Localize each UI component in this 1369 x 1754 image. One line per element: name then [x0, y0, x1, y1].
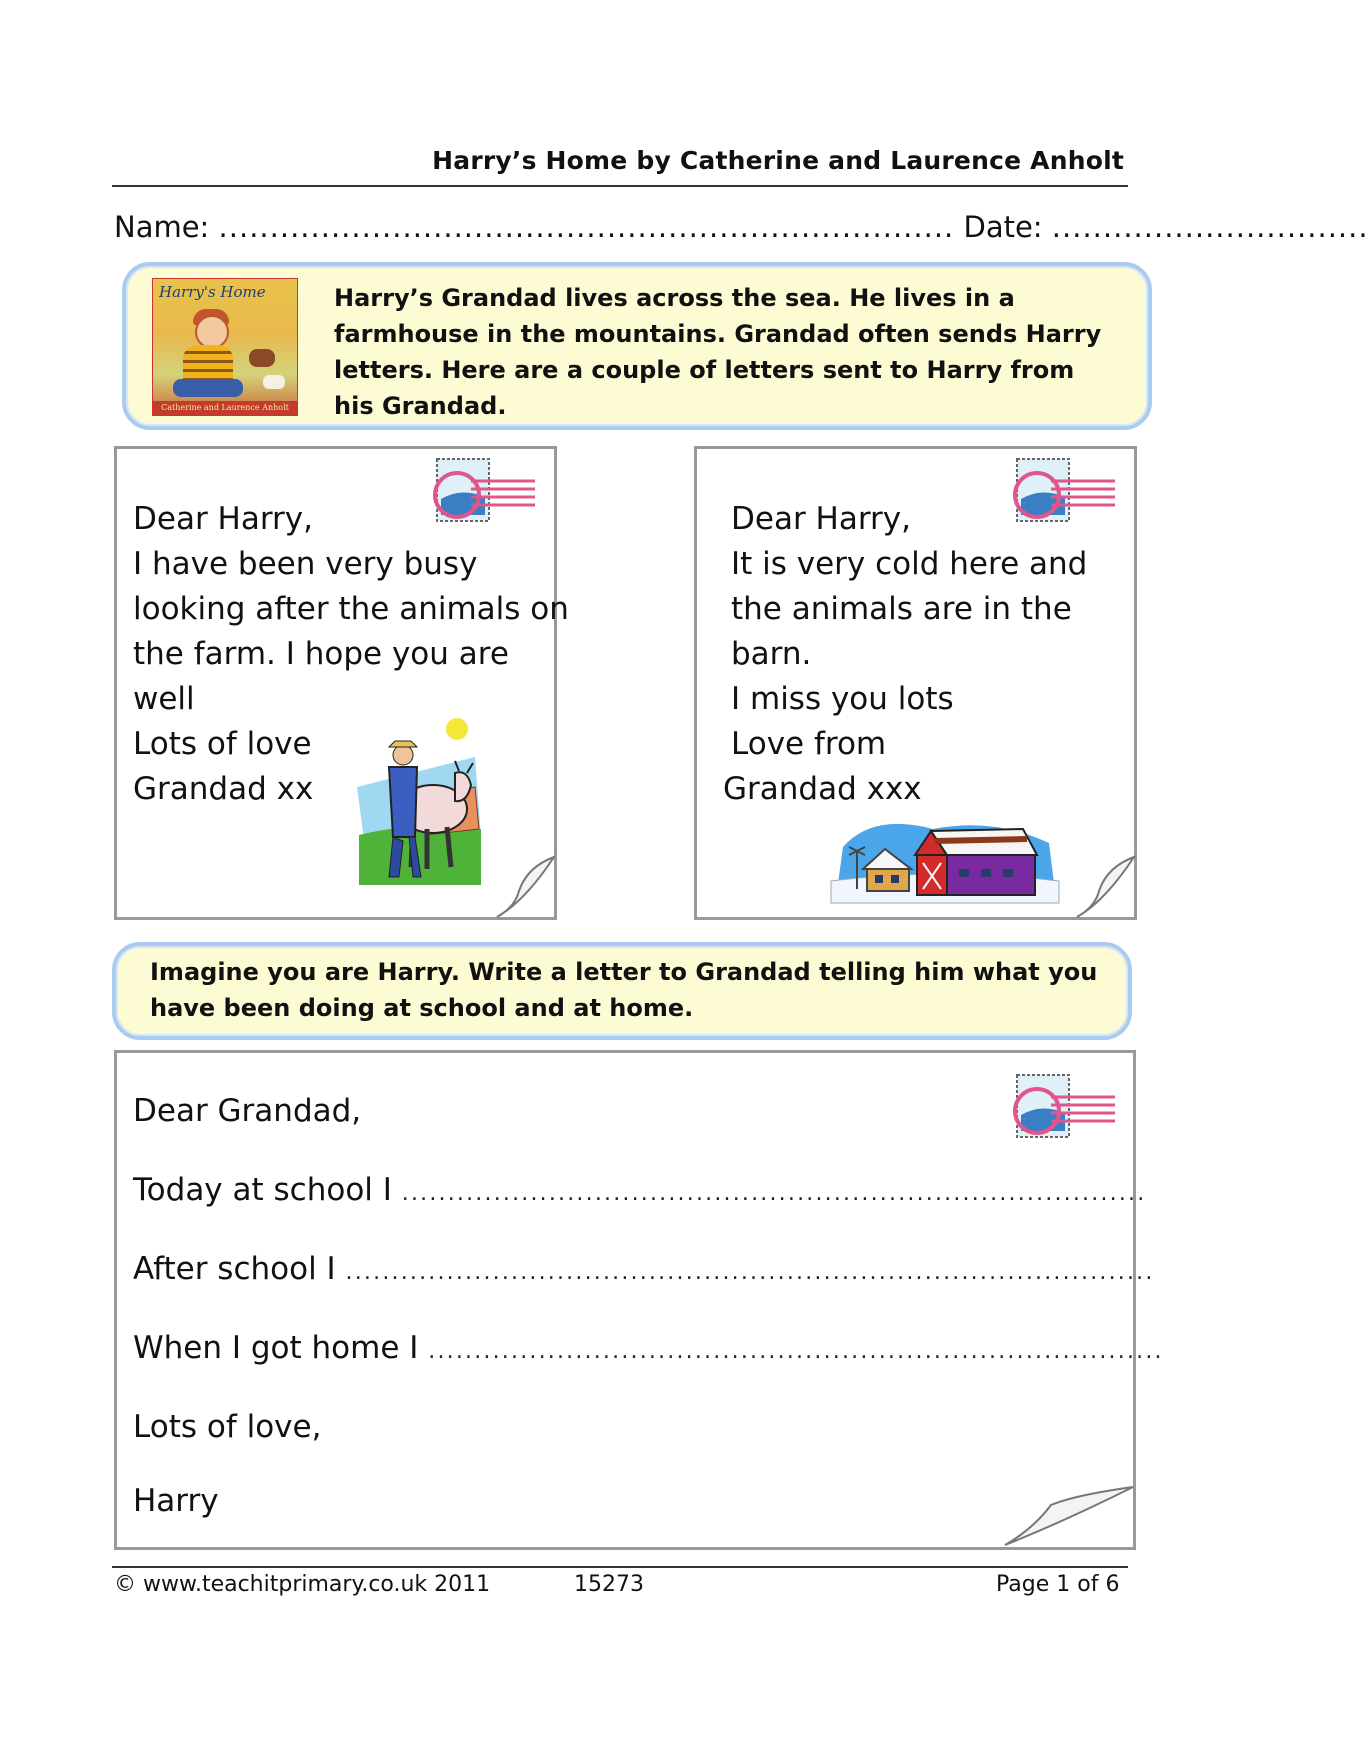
header-rule — [112, 185, 1128, 187]
snowy-farmhouse-picture — [823, 807, 1063, 903]
grandad-letter-1 — [114, 446, 569, 920]
book-cover-authors: Catherine and Laurence Anholt — [153, 401, 297, 415]
letter-2-body: Dear Harry, It is very cold here and the animals are in the barn. I miss you lots Love from Grandad xxx — [723, 501, 1088, 807]
writing-line[interactable]: ................................................................................. — [401, 1181, 1147, 1206]
instruction-text: Imagine you are Harry. Write a letter to Grandad telling him what you have been doing at school and at home. — [150, 958, 1098, 1022]
footer-copyright: © www.teachitprimary.co.uk 2011 — [114, 1572, 491, 1597]
reply-prompt-school — [133, 1172, 1146, 1208]
reply-prompt-after-school — [133, 1251, 1155, 1287]
grandad-letter-2 — [694, 446, 1137, 920]
name-field[interactable]: ........................................................................ — [218, 210, 955, 244]
book-cover-image — [152, 278, 298, 416]
letter-1-body: Dear Harry, I have been very busy looking after the animals on the farm. I hope you are well Lots of love Grandad xx — [133, 501, 569, 807]
reply-closing: Lots of love, — [133, 1409, 322, 1445]
intro-callout — [122, 262, 1152, 430]
intro-text: Harry’s Grandad lives across the sea. He lives in a farmhouse in the mountains. Grandad often sends Harry letters. Here are a couple of letters sent to Harry from his Grandad. — [334, 284, 1102, 420]
footer-rule — [112, 1566, 1128, 1568]
instruction-callout — [112, 942, 1132, 1040]
book-cover-title: Harry's Home — [159, 283, 266, 301]
date-label: Date: — [963, 210, 1043, 244]
page-curl-icon — [1077, 857, 1137, 919]
reply-greeting: Dear Grandad, — [133, 1093, 362, 1129]
farmer-cow-picture — [355, 717, 485, 885]
footer-page-number: Page 1 of 6 — [996, 1572, 1120, 1597]
reply-signature: Harry — [133, 1483, 219, 1519]
page-curl-icon — [497, 857, 557, 919]
footer-resource-code: 15273 — [574, 1572, 644, 1597]
writing-line[interactable]: ........................................................................................ — [345, 1260, 1155, 1285]
postage-stamp-icon — [1011, 1073, 1117, 1147]
reply-letter — [114, 1050, 1164, 1550]
date-field[interactable]: ............................... — [1051, 210, 1369, 244]
reply-prompt-home — [133, 1330, 1164, 1366]
name-date-row — [114, 210, 1369, 244]
prompt-label: After school I — [133, 1251, 336, 1287]
prompt-label: Today at school I — [133, 1172, 392, 1208]
prompt-label: When I got home I — [133, 1330, 419, 1366]
worksheet-title: Harry’s Home by Catherine and Laurence Anholt — [432, 146, 1124, 175]
page-curl-icon — [1005, 1485, 1133, 1547]
writing-line[interactable]: ................................................................................ — [428, 1339, 1164, 1364]
name-label: Name: — [114, 210, 210, 244]
